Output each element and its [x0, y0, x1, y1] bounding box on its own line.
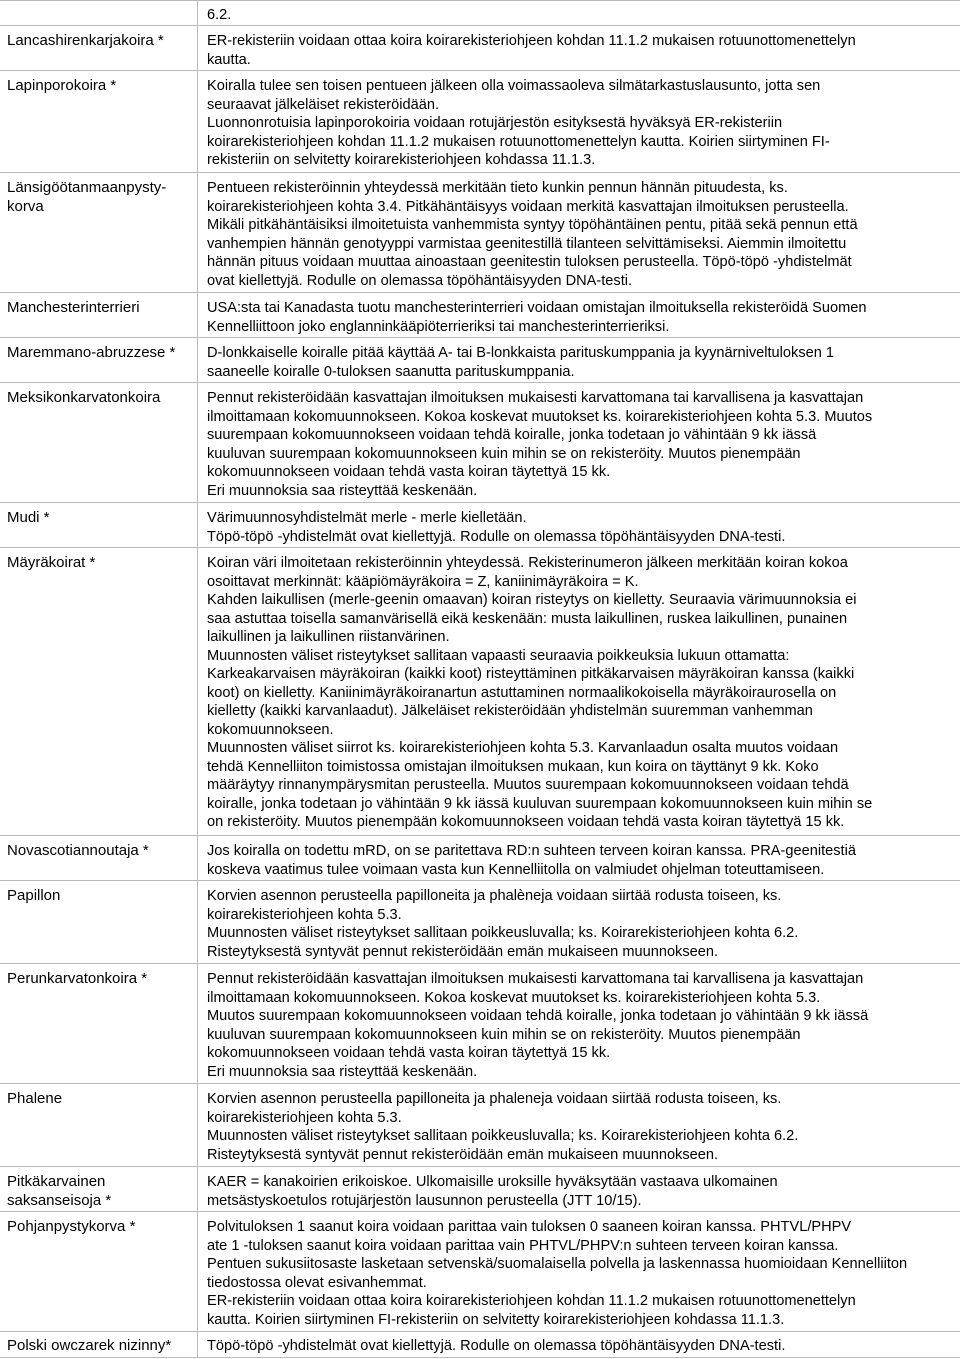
rule-line: Töpö-töpö -yhdistelmät ovat kiellettyjä. Rodulle on olemassa töpöhäntäisyyden DNA-testi.	[207, 1338, 786, 1354]
row-divider	[0, 1083, 960, 1084]
rule-line: tiedostossa olevat esivanhemmat.	[207, 1274, 427, 1291]
breed-name: Lapinporokoira *	[7, 77, 117, 94]
rule-line: D-lonkkaiselle koiralle pitää käyttää A- tai B-lonkkaista parituskumppania ja kyynärniveltuloksen 1	[207, 345, 835, 361]
rule-line: Pennut rekisteröidään kasvattajan ilmoituksen mukaisesti karvattomana tai karvallisena ja kasvattajan	[207, 971, 864, 987]
rule-line: koskeva vaatimus tulee voimaan vasta kun Kennelliitolla on valmiudet ohjelman toteuttamiseen.	[207, 861, 825, 878]
breed-name: Mäyräkoirat *	[7, 554, 96, 571]
row-divider	[0, 1211, 960, 1212]
row-divider	[0, 835, 960, 836]
rule-line: Eri muunnoksia saa risteyttää keskenään.	[207, 482, 478, 499]
breed-name: Pohjanpystykorva *	[7, 1218, 136, 1235]
row-divider	[0, 292, 960, 293]
rule-line: Polvituloksen 1 saanut koira voidaan parittaa vain tuloksen 0 saaneen koiran kanssa. PHTVL/PHPV	[207, 1219, 852, 1235]
rule-line: koirarekisteriohjeen kohta 3.4. Pitkähäntäisyys voidaan merkitä kasvattajan ilmoituksen perusteella.	[207, 198, 849, 215]
breed-rule-text	[207, 1090, 952, 1164]
rule-line: saa astuttaa toisella samanvärisellä eikä keskenään: musta laikullinen, ruskea laikullinen, punainen	[207, 610, 848, 627]
rule-line: koirarekisteriohjeen kohta 5.3.	[207, 906, 402, 923]
breed-name: Manchesterinterrieri	[7, 299, 140, 316]
section-number-text: 6.2.	[207, 7, 232, 23]
rule-line: Koiran väri ilmoitetaan rekisteröinnin yhteydessä. Rekisterinumeron jälkeen merkitään koiran kokoa	[207, 555, 848, 571]
rule-line: Karkeakarvaisen mäyräkoiran (kaikki koot) risteyttäminen pitkäkarvaisen mäyräkoiran kanssa (kaikki	[207, 666, 855, 682]
rule-line: koiralle, jonka todetaan jo vähintään 9 kk iässä kuuluvan suurempaan kokomuunnokseen kuin mihin se	[207, 795, 873, 812]
breed-rule-text	[207, 299, 952, 336]
rule-line: Luonnonrotuisia lapinporokoiria voidaan rotujärjestön esityksestä hyväksyä ER-rekisteriin	[207, 115, 783, 131]
rule-line: koirarekisteriohjeen kohta 5.3.	[207, 1109, 402, 1126]
breed-name: Meksikonkarvatonkoira	[7, 389, 161, 406]
breed-rule-text	[207, 179, 952, 290]
breed-rule-text	[207, 554, 952, 832]
breed-rule-text	[207, 1337, 952, 1356]
rule-line: metsästyskoetulos rotujärjestön lausunnon perusteella (JTT 10/15).	[207, 1192, 642, 1209]
breed-name: Lancashirenkarjakoira *	[7, 32, 164, 49]
breed-rule-text	[207, 842, 952, 879]
rule-line: Risteytyksestä syntyvät pennut rekisteröidään emän mukaiseen muunnokseen.	[207, 1146, 719, 1163]
breed-rule-text	[207, 887, 952, 961]
rule-line: Värimuunnosyhdistelmät merle - merle kielletään.	[207, 510, 527, 526]
rule-line: kuuluvan suurempaan kokomuunnokseen kuin mihin se on rekisteröity. Muutos pienempään	[207, 445, 801, 462]
row-divider	[0, 382, 960, 383]
rule-line: kielletty (kaikki karvanlaadut). Jälkeläiset rekisteröidään yhdistelmän suuremman vanhemman	[207, 703, 813, 719]
rule-line: Eri muunnoksia saa risteyttää keskenään.	[207, 1063, 478, 1080]
rule-line: koot) on kielletty. Kaniinimäyräkoiranartun astuttaminen normaalikokoisella mäyräkoiraurosella on	[207, 684, 837, 701]
rule-line: koirarekisteriohjeen kohdan 11.1.2 mukaisen rotuunottomenettelyn kautta. Koirien siirtyminen FI-	[207, 133, 830, 150]
breed-name: Phalene	[7, 1090, 63, 1107]
row-divider	[0, 880, 960, 881]
row-divider	[0, 1331, 960, 1332]
rule-line: kokomuunnokseen.	[207, 721, 334, 738]
breed-rule-text	[207, 344, 952, 381]
rule-line: rekisteriin on selvitetty koirarekisteriohjeen kohdassa 11.1.3.	[207, 152, 596, 168]
table-border-top	[0, 0, 960, 1]
rule-line: vanhempien hännän genotyyppi varmistaa geenitestillä tilanteen selvittämiseksi. Aiemmin ilmoitettu	[207, 235, 847, 252]
rule-line: kautta. Koirien siirtyminen FI-rekisteriin on selvitetty koirarekisteriohjeen kohdassa 11.1.3.	[207, 1311, 785, 1328]
breed-rule-text	[207, 509, 952, 546]
breed-name: Maremmano-abruzzese *	[7, 344, 176, 361]
breed-name: Länsigöötanmaanpysty-korva	[7, 179, 167, 215]
breed-name: Polski owczarek nizinny*	[7, 1337, 172, 1354]
row-divider	[0, 25, 960, 26]
row-divider	[0, 172, 960, 173]
rule-line: tehdä Kennelliiton toimistossa omistajan ilmoituksen mukaan, kun koira on täyttänyt 9 kk. Koko	[207, 758, 819, 775]
rule-line: Muunnosten väliset risteytykset sallitaan vapaasti seuraavia poikkeuksia lukuun ottamatta:	[207, 647, 790, 664]
rule-line: Risteytyksestä syntyvät pennut rekisteröidään emän mukaiseen muunnokseen.	[207, 943, 719, 960]
row-divider	[0, 1166, 960, 1167]
rule-line: ate 1 -tuloksen saanut koira voidaan parittaa vain PHTVL/PHPV:n suhteen terveen koiran kanssa.	[207, 1237, 839, 1254]
breed-rule-text	[207, 389, 952, 500]
rule-line: Pentuen sukusiitosaste lasketaan setvenskä/suomalaisella polvella ja laskennassa huomioidaan Kennelliiton	[207, 1256, 908, 1272]
breed-rule-text	[207, 1218, 952, 1329]
rule-line: Mikäli pitkähäntäisiksi ilmoitetuista vanhemmista syntyy töpöhäntäinen pentu, pitää sekä pennun että	[207, 217, 858, 233]
rule-line: ilmoittamaan kokomuunnokseen. Kokoa koskevat muutokset ks. koirarekisteriohjeen kohta 5.3.	[207, 989, 821, 1006]
rule-line: Korvien asennon perusteella papilloneita ja phalèneja voidaan siirtää rodusta toiseen, ks.	[207, 888, 782, 904]
rule-line: kokomuunnokseen voidaan tehdä vasta koiran täytettyä 15 kk.	[207, 1045, 611, 1061]
rule-line: Koiralla tulee sen toisen pentueen jälkeen olla voimassaoleva silmätarkastuslausunto, jotta sen	[207, 78, 821, 94]
row-divider	[0, 70, 960, 71]
breed-rule-text	[207, 32, 952, 69]
rule-line: Pennut rekisteröidään kasvattajan ilmoituksen mukaisesti karvattomana tai karvallisena ja kasvattajan	[207, 390, 864, 406]
breed-rule-text	[207, 77, 952, 170]
rule-line: ER-rekisteriin voidaan ottaa koira koirarekisteriohjeen kohdan 11.1.2 mukaisen rotuunottomenettelyn	[207, 1293, 856, 1309]
rule-line: ER-rekisteriin voidaan ottaa koira koirarekisteriohjeen kohdan 11.1.2 mukaisen rotuunottomenettelyn	[207, 33, 856, 49]
rule-line: saaneelle koiralle 0-tuloksen saanutta parituskumppania.	[207, 363, 575, 380]
row-divider	[0, 963, 960, 964]
rule-line: ilmoittamaan kokomuunnokseen. Kokoa koskevat muutokset ks. koirarekisteriohjeen kohta 5.3. Muutos	[207, 408, 873, 425]
rule-line: osoittavat merkinnät: kääpiömäyräkoira = Z, kaniinimäyräkoira = K.	[207, 573, 639, 590]
rule-line: Töpö-töpö -yhdistelmät ovat kiellettyjä. Rodulle on olemassa töpöhäntäisyyden DNA-testi.	[207, 528, 786, 545]
breed-rule-text	[207, 1173, 952, 1210]
rule-line: Jos koiralla on todettu mRD, on se paritettava RD:n suhteen terveen koiran kanssa. PRA-geenitestiä	[207, 843, 856, 859]
breed-name: Pitkäkarvainen saksanseisoja *	[7, 1173, 112, 1209]
rule-line: Muutos suurempaan kokomuunnokseen voidaan tehdä koiralle, jonka todetaan jo vähintään 9 kk iässä	[207, 1008, 869, 1024]
rule-line: KAER = kanakoirien erikoiskoe. Ulkomaisille uroksille hyväksytään vastaava ulkomainen	[207, 1174, 778, 1190]
rule-line: USA:sta tai Kanadasta tuotu manchesterinterrieri voidaan omistajan ilmoituksella rekisteröidä Suomen	[207, 300, 867, 316]
rule-line: kokomuunnokseen voidaan tehdä vasta koiran täytettyä 15 kk.	[207, 464, 611, 480]
breed-rule-text	[207, 970, 952, 1081]
rule-line: Korvien asennon perusteella papilloneita ja phaleneja voidaan siirtää rodusta toiseen, ks.	[207, 1091, 782, 1107]
rule-line: Kennelliittoon joko englanninkääpiöterrieriksi tai manchesterinterrieriksi.	[207, 318, 670, 335]
rule-line: seuraavat jälkeläiset rekisteröidään.	[207, 96, 440, 113]
breed-name: Novascotiannoutaja *	[7, 842, 149, 859]
row-divider	[0, 337, 960, 338]
breed-name: Papillon	[7, 887, 61, 904]
rule-line: ovat kiellettyjä. Rodulle on olemassa töpöhäntäisyyden DNA-testi.	[207, 272, 633, 289]
rule-line: laikullinen ja laikullinen riistanvärinen.	[207, 629, 450, 645]
column-divider	[197, 0, 198, 1358]
table-border-bottom	[0, 1357, 960, 1358]
rule-line: määräytyy rinnanympärysmitan perusteella. Muutos suurempaan kokomuunnokseen voidaan tehdä	[207, 777, 849, 793]
row-divider	[0, 547, 960, 548]
rule-line: Muunnosten väliset siirrot ks. koirarekisteriohjeen kohta 5.3. Karvanlaadun osalta muutos voidaan	[207, 740, 839, 756]
rule-line: Muunnosten väliset risteytykset sallitaan poikkeusluvalla; ks. Koirarekisteriohjeen kohta 6.2.	[207, 1128, 799, 1144]
rule-line: Muunnosten väliset risteytykset sallitaan poikkeusluvalla; ks. Koirarekisteriohjeen kohta 6.2.	[207, 925, 799, 941]
rule-line: hännän pituus voidaan muuttaa ainoastaan geenitestin tuloksen perusteella. Töpö-töpö -yhdistelmät	[207, 254, 852, 270]
rule-line: kautta.	[207, 51, 251, 68]
breed-name: Perunkarvatonkoira *	[7, 970, 148, 987]
breed-name: Mudi *	[7, 509, 50, 526]
rule-line: suurempaan kokomuunnokseen voidaan tehdä koiralle, jonka todetaan jo vähintään 9 kk iässä	[207, 427, 817, 443]
section-number	[207, 6, 952, 25]
rule-line: on rekisteröity. Muutos pienempään kokomuunnokseen voidaan tehdä vasta koiran täytettyä 15 kk.	[207, 814, 845, 830]
row-divider	[0, 502, 960, 503]
rule-line: Pentueen rekisteröinnin yhteydessä merkitään tieto kunkin pennun hännän pituudesta, ks.	[207, 180, 788, 196]
rule-line: Kahden laikullisen (merle-geenin omaavan) koiran risteytys on kielletty. Seuraavia värimuunnoksia ei	[207, 592, 857, 608]
rule-line: kuuluvan suurempaan kokomuunnokseen kuin mihin se on rekisteröity. Muutos pienempään	[207, 1026, 801, 1043]
